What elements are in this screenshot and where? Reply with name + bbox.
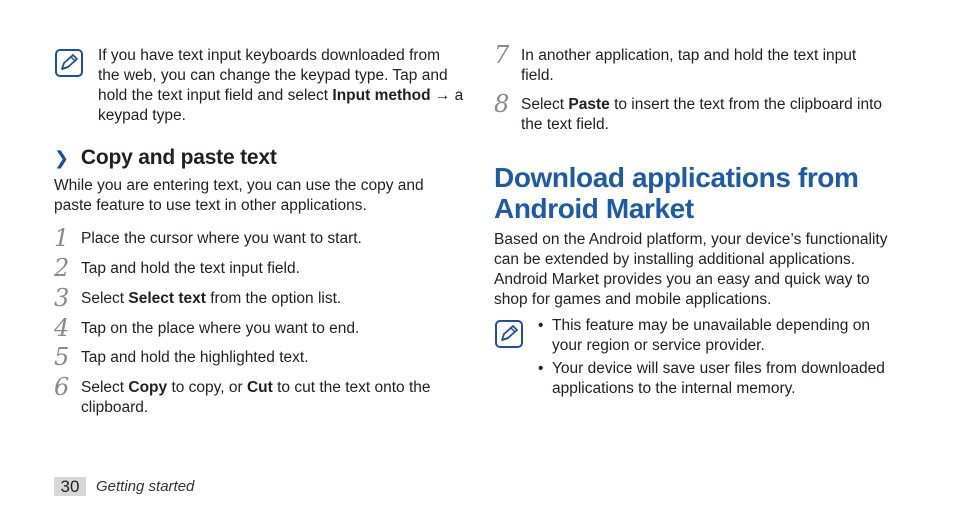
step-number: 1: [54, 224, 70, 252]
step-number: 6: [54, 373, 70, 401]
step-text-part: Select: [521, 96, 569, 113]
page-heading: [494, 162, 859, 224]
page-heading-line: Download applications from: [494, 162, 859, 193]
footer-section-label: Getting started: [96, 478, 195, 495]
bullet-dot-icon: •: [538, 317, 544, 334]
step-text-part: from the option list.: [205, 290, 342, 307]
page-number: 30: [54, 477, 86, 496]
step-bold-term: Cut: [246, 379, 273, 396]
chevron-right-icon: ❯: [54, 148, 69, 168]
note-pencil-icon: [55, 49, 83, 77]
body-paragraph: Based on the Android platform, your device’s functionality can be extended by installing additional applications. Android Market provides you an easy and quick way to shop for games and mobile applications.: [494, 231, 888, 308]
step-text-part: Tap on the place where you want to end.: [81, 320, 360, 337]
step-number: 3: [54, 284, 70, 312]
step-text-part: Select: [81, 290, 129, 307]
step-number: 7: [494, 41, 510, 69]
step-text-part: In another application, tap and hold the text input field.: [521, 47, 857, 84]
page-heading-line: Android Market: [494, 193, 694, 224]
section-intro: While you are entering text, you can use the copy and paste feature to use text in other applications.: [54, 177, 424, 214]
note-pencil-icon: [495, 320, 523, 348]
step-number: 5: [54, 343, 70, 371]
step-bold-term: Paste: [568, 96, 610, 113]
step-text-part: to cut the text onto the clipboard.: [81, 379, 431, 416]
note-text-part: → a keypad type.: [98, 87, 464, 124]
bullet-dot-icon: •: [538, 360, 544, 377]
step-text-part: Select: [81, 379, 129, 396]
step-text-part: to insert the text from the clipboard into the text field.: [521, 96, 883, 133]
step-text: [81, 259, 471, 279]
step-text: [81, 229, 471, 249]
step-text-part: to copy, or: [167, 379, 247, 396]
step-number: 4: [54, 314, 70, 342]
note-bold-term: Input method: [332, 87, 431, 104]
step-text: [81, 319, 471, 339]
step-text: [521, 46, 891, 86]
step-number: 8: [494, 90, 510, 118]
section-heading: [54, 148, 277, 168]
step-text-part: Tap and hold the highlighted text.: [81, 349, 309, 366]
note-bullet-text: Your device will save user files from downloaded applications to the internal memory.: [552, 360, 885, 397]
step-text: [81, 378, 441, 418]
step-text: [81, 289, 471, 309]
note-text-part: If you have text input keyboards downloaded from the web, you can change the keypad type. Tap and hold the text input field and select: [98, 47, 448, 104]
step-text-part: Tap and hold the text input field.: [81, 260, 300, 277]
step-number: 2: [54, 254, 70, 282]
step-text: [81, 348, 471, 368]
note-text: [98, 46, 464, 126]
step-text: [521, 95, 901, 135]
note-bullet-text: This feature may be unavailable depending on your region or service provider.: [552, 317, 870, 354]
step-bold-term: Copy: [128, 379, 168, 396]
step-text-part: Place the cursor where you want to start.: [81, 230, 362, 247]
section-title: Copy and paste text: [80, 146, 277, 169]
step-bold-term: Select text: [128, 290, 206, 307]
